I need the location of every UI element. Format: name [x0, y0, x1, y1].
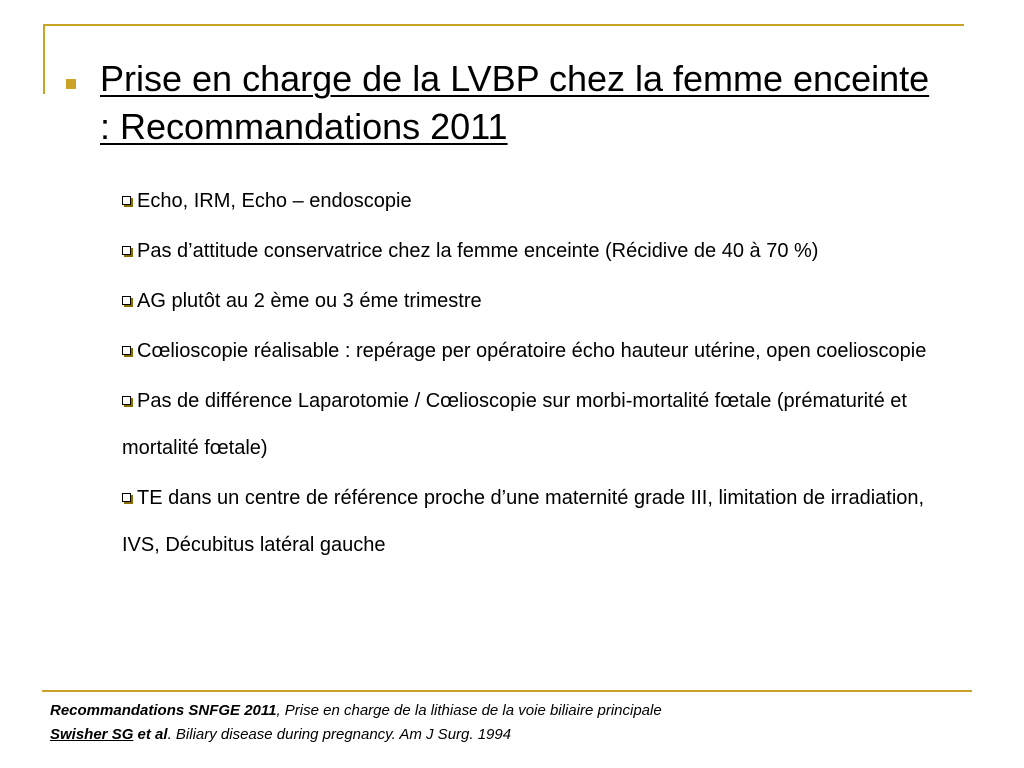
checkbox-bullet-icon — [122, 296, 131, 305]
footer-divider — [42, 690, 972, 692]
list-item-text: TE dans un centre de référence proche d’une maternité grade III, limitation de irradiation, IVS, Décubitus latéral gauche — [122, 487, 925, 556]
list-item — [122, 228, 952, 275]
reference-2-author: Swisher SG — [50, 726, 134, 743]
list-item — [122, 378, 952, 472]
reference-2-title: . Biliary disease during pregnancy. Am J Surg. 1994 — [167, 726, 512, 743]
list-item-text: Pas de différence Laparotomie / Cœlioscopie sur morbi-mortalité fœtale (prématurité et mortalité fœtale) — [122, 390, 907, 459]
list-item — [122, 278, 952, 325]
reference-1 — [50, 699, 970, 723]
footer-references — [50, 699, 970, 747]
list-item-text: Cœlioscopie réalisable : repérage per opératoire écho hauteur utérine, open coelioscopie — [137, 340, 927, 362]
bullet-list — [122, 178, 952, 572]
frame-left-line — [43, 24, 45, 94]
checkbox-bullet-icon — [122, 493, 131, 502]
list-item — [122, 328, 952, 375]
list-item-text: Echo, IRM, Echo – endoscopie — [137, 190, 412, 212]
list-item-text: AG plutôt au 2 ème ou 3 éme trimestre — [137, 290, 482, 312]
square-bullet-icon — [66, 79, 76, 89]
reference-1-title: , Prise en charge de la lithiase de la voie biliaire principale — [276, 702, 662, 719]
reference-2-etal: et al — [133, 726, 168, 743]
checkbox-bullet-icon — [122, 346, 131, 355]
reference-1-source: Recommandations SNFGE 2011 — [50, 702, 277, 719]
checkbox-bullet-icon — [122, 246, 131, 255]
frame-top-line — [43, 24, 964, 26]
checkbox-bullet-icon — [122, 196, 131, 205]
list-item — [122, 475, 952, 569]
checkbox-bullet-icon — [122, 396, 131, 405]
slide-title: Prise en charge de la LVBP chez la femme enceinte : Recommandations 2011 — [100, 58, 930, 147]
list-item-text: Pas d’attitude conservatrice chez la femme enceinte (Récidive de 40 à 70 %) — [137, 240, 819, 262]
reference-2 — [50, 723, 970, 747]
list-item — [122, 178, 952, 225]
